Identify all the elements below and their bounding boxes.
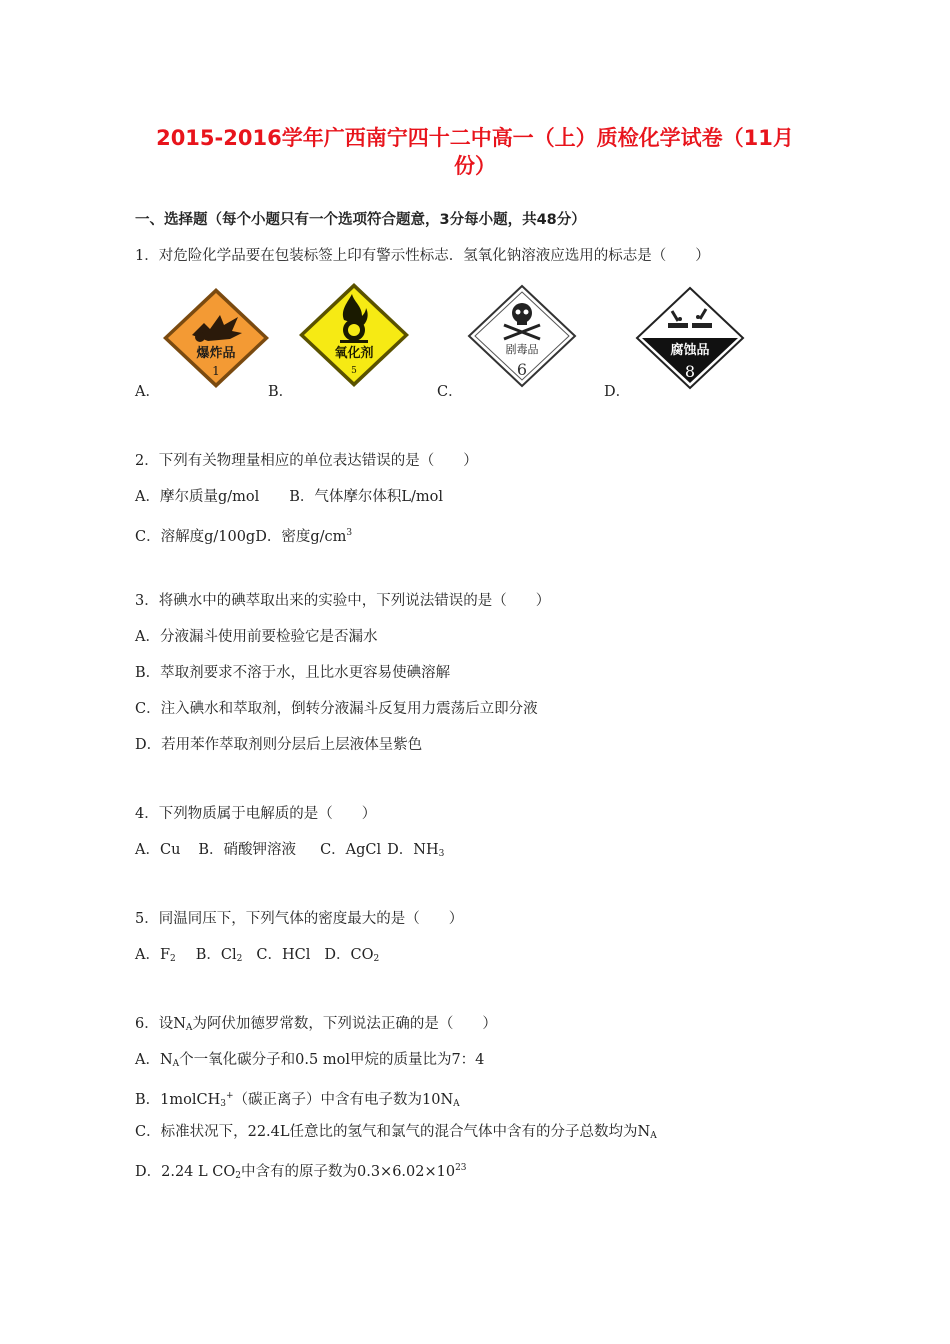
q6-d-prefix: D．2.24 L CO xyxy=(135,1164,236,1180)
q6-b-sub2: A xyxy=(453,1099,460,1109)
q6-d-mid: 中含有的原子数为0.3×6.02×10 xyxy=(240,1164,456,1180)
q5-option-b: B．Cl xyxy=(195,947,237,963)
sign-d-text: 腐蚀品 xyxy=(670,343,710,358)
q6-d-sup: 23 xyxy=(455,1163,467,1173)
q5-option-a-sub: 2 xyxy=(170,954,176,964)
question-2-stem: 2．下列有关物理量相应的单位表达错误的是（ ） xyxy=(135,453,478,469)
toxic-hazard-sign xyxy=(466,283,578,389)
sign-a-text: 爆炸品 xyxy=(196,346,236,361)
q2-option-a: A．摩尔质量g/mol xyxy=(135,489,260,505)
corrosive-hazard-sign xyxy=(634,285,746,391)
q2-option-c: C．溶解度g/100g xyxy=(135,529,256,545)
q4-option-a: A．Cu xyxy=(135,842,181,858)
q6-c-prefix: C．标准状况下，22.4L任意比的氢气和氯气的混合气体中含有的分子总数均为N xyxy=(135,1124,651,1140)
q6-b-sup: + xyxy=(225,1091,234,1101)
q2-options-row1 xyxy=(135,487,443,507)
q1-option-c-label: C． xyxy=(437,384,463,400)
q6-stem-suffix: 为阿伏加德罗常数，下列说法正确的是（ ） xyxy=(192,1016,497,1032)
q2-option-b: B．气体摩尔体积L/mol xyxy=(289,489,444,505)
q6-option-c xyxy=(135,1122,657,1146)
q5-option-b-sub: 2 xyxy=(236,954,243,964)
q1-option-d-label: D． xyxy=(604,384,631,400)
q6-d-sub: 2 xyxy=(235,1171,241,1181)
q6-c-sub: A xyxy=(650,1131,657,1141)
oxidizer-hazard-sign xyxy=(296,280,412,390)
sign-b-number: 5 xyxy=(351,366,357,376)
q1-option-a-label: A． xyxy=(135,384,160,400)
q5-option-a: A．F xyxy=(135,947,171,963)
question-4-stem: 4．下列物质属于电解质的是（ ） xyxy=(135,806,377,822)
q6-stem-sub: A xyxy=(185,1023,193,1033)
q4-option-d: D．NH xyxy=(387,842,439,858)
q4-option-b: B．硝酸钾溶液 xyxy=(198,842,297,858)
explosive-hazard-sign xyxy=(160,285,272,391)
q3-option-d: D．若用苯作萃取剂则分层后上层液体呈紫色 xyxy=(135,737,423,753)
q6-a-prefix: A．N xyxy=(135,1052,173,1068)
question-1-stem: 1．对危险化学品要在包装标签上印有警示性标志．氢氧化钠溶液应选用的标志是（ ） xyxy=(135,248,710,264)
q5-option-d-sub: 2 xyxy=(373,954,380,964)
q4-options xyxy=(135,840,444,864)
q3-option-a: A．分液漏斗使用前要检验它是否漏水 xyxy=(135,629,378,645)
question-6-stem xyxy=(135,1014,497,1038)
sign-c-number: 6 xyxy=(516,360,528,379)
q4-option-c: C．AgCl xyxy=(320,842,382,858)
q6-b-prefix: B．1molCH xyxy=(135,1092,221,1108)
q6-option-b xyxy=(135,1086,460,1114)
exam-title-line2: 份） xyxy=(454,154,496,178)
question-3-stem: 3．将碘水中的碘萃取出来的实验中，下列说法错误的是（ ） xyxy=(135,593,551,609)
q6-a-suffix: 个一氧化碳分子和0.5 mol甲烷的质量比为7：4 xyxy=(179,1052,485,1068)
q6-option-a xyxy=(135,1050,484,1074)
q2-option-d: D．密度g/cm xyxy=(255,529,347,545)
sign-d-number: 8 xyxy=(684,362,696,381)
q2-option-d-sup: 3 xyxy=(346,528,353,538)
sign-c-text: 剧毒品 xyxy=(505,343,539,356)
q6-stem-prefix: 6．设N xyxy=(135,1016,186,1032)
q6-a-sub: A xyxy=(172,1059,180,1069)
q6-option-d xyxy=(135,1158,467,1186)
sign-a-number: 1 xyxy=(212,364,220,378)
q2-options-row2 xyxy=(135,523,352,547)
sign-b-text: 氧化剂 xyxy=(334,346,374,361)
q5-option-d: D．CO xyxy=(324,947,374,963)
q4-option-d-sub: 3 xyxy=(438,849,445,859)
q5-options xyxy=(135,945,379,969)
q5-option-c: C．HCl xyxy=(256,947,311,963)
q3-option-c: C．注入碘水和萃取剂，倒转分液漏斗反复用力震荡后立即分液 xyxy=(135,701,538,717)
q6-b-sub: 3 xyxy=(220,1099,226,1109)
q6-b-mid: （碳正离子）中含有电子数为10N xyxy=(233,1092,454,1108)
question-5-stem: 5．同温同压下，下列气体的密度最大的是（ ） xyxy=(135,911,464,927)
q1-option-b-label: B． xyxy=(268,384,294,400)
q3-option-b: B．萃取剂要求不溶于水，且比水更容易使碘溶解 xyxy=(135,665,451,681)
section-heading: 一、选择题（每个小题只有一个选项符合题意，3分每小题，共48分） xyxy=(135,212,586,228)
exam-title-line1: 2015-2016学年广西南宁四十二中高一（上）质检化学试卷（11月 xyxy=(156,126,794,150)
